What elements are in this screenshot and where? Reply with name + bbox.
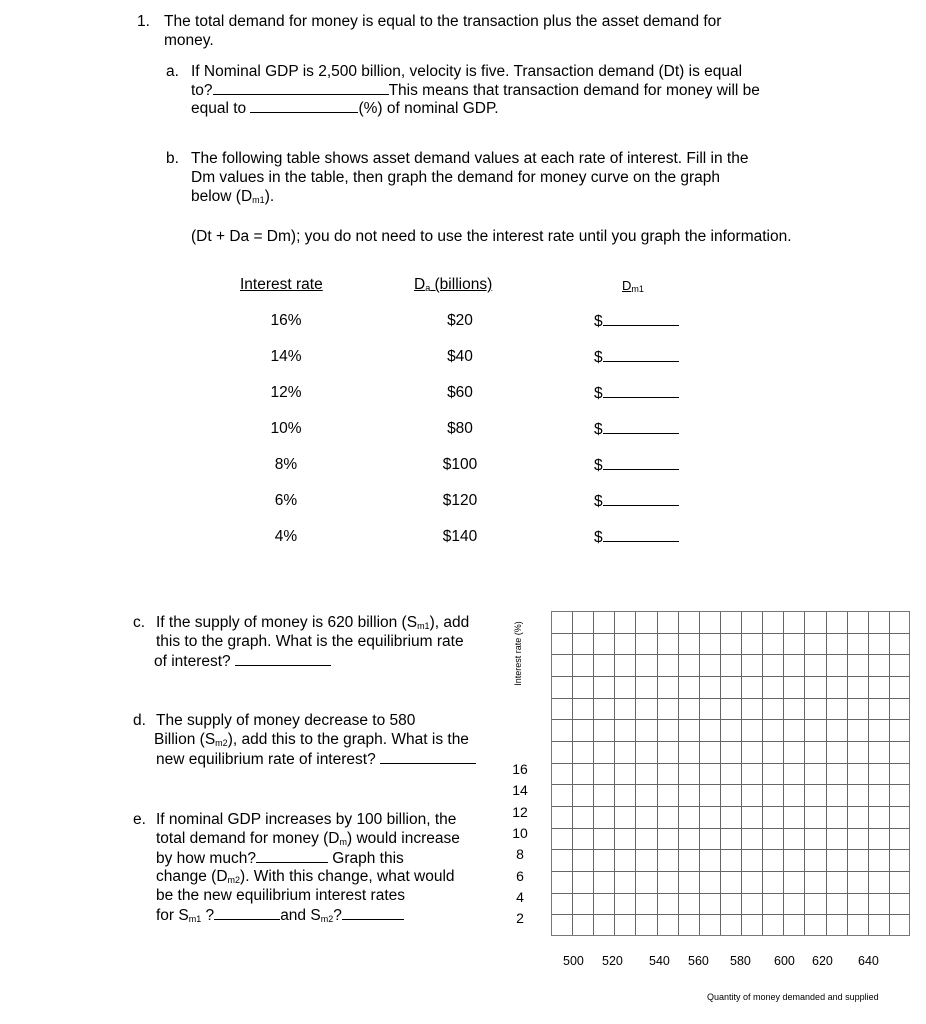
subscript: m1 <box>252 195 265 205</box>
da-cell: $60 <box>447 384 473 401</box>
dollar-sign: $ <box>594 313 603 330</box>
y-tick-label: 12 <box>512 803 528 820</box>
dollar-sign: $ <box>594 385 603 402</box>
grid-line-horizontal <box>552 806 909 807</box>
grid-line-vertical <box>804 612 805 935</box>
part-e-text: If nominal GDP increases by 100 billion, the <box>156 811 457 828</box>
rate-cell: 14% <box>270 348 302 365</box>
grid-line-vertical <box>635 612 636 935</box>
grid-line-vertical <box>868 612 869 935</box>
dm-cell <box>594 527 679 547</box>
text: by how much? <box>156 850 256 867</box>
text: below (D <box>191 188 253 205</box>
grid-line-vertical <box>783 612 784 935</box>
grid-line-vertical <box>741 612 742 935</box>
dm-cell <box>594 419 679 439</box>
question-number: 1. <box>137 13 150 30</box>
text: ), add <box>429 614 470 631</box>
subscript: m <box>339 837 348 847</box>
grid-line-horizontal <box>552 871 909 872</box>
dm-answer-blank[interactable] <box>603 455 679 470</box>
text: change (D <box>156 868 228 885</box>
dm-cell <box>594 347 679 367</box>
x-tick-label: 560 <box>688 954 709 968</box>
dollar-sign: $ <box>594 421 603 438</box>
text: This means that transaction demand for money will be <box>388 82 760 99</box>
dollar-sign: $ <box>594 529 603 546</box>
da-cell: $80 <box>447 420 473 437</box>
text: Billion (S <box>154 731 216 748</box>
text: If the supply of money is 620 billion (S <box>156 614 418 631</box>
y-tick-label: 8 <box>516 846 524 863</box>
rate-cell: 10% <box>270 420 302 437</box>
grid-line-vertical <box>572 612 573 935</box>
part-b-letter: b. <box>166 150 179 167</box>
grid-line-vertical <box>699 612 700 935</box>
x-tick-label: 580 <box>730 954 751 968</box>
dollar-sign: $ <box>594 349 603 366</box>
text: ). With this change, what would <box>240 868 455 885</box>
da-cell: $40 <box>447 348 473 365</box>
grid-line-horizontal <box>552 784 909 785</box>
text: Graph this <box>332 850 404 867</box>
part-e-text <box>156 905 404 929</box>
subscript: m1 <box>188 914 202 924</box>
question-text: The total demand for money is equal to the transaction plus the asset demand for <box>164 13 722 30</box>
grid-line-horizontal <box>552 828 909 829</box>
subscript: m2 <box>320 914 334 924</box>
text: ) would increase <box>347 830 460 847</box>
text: ? <box>333 907 342 924</box>
text: total demand for money (D <box>156 830 340 847</box>
grid-line-horizontal <box>552 698 909 699</box>
text: (%) of nominal GDP. <box>358 100 499 117</box>
y-tick-label: 16 <box>512 761 528 777</box>
dm-answer-blank[interactable] <box>603 419 679 434</box>
dm-answer-blank[interactable] <box>603 311 679 326</box>
answer-blank-e1[interactable] <box>256 848 328 863</box>
grid-line-horizontal <box>552 676 909 677</box>
part-a-text <box>191 80 760 100</box>
dollar-sign: $ <box>594 493 603 510</box>
text: ? <box>201 907 215 924</box>
text: for S <box>156 907 189 924</box>
grid-line-horizontal <box>552 763 909 764</box>
grid-line-horizontal <box>552 914 909 915</box>
rate-cell: 4% <box>274 528 298 545</box>
x-tick-label: 620 <box>812 954 833 968</box>
answer-blank-dt[interactable] <box>213 80 389 95</box>
grid-line-vertical <box>889 612 890 935</box>
part-a-letter: a. <box>166 63 179 80</box>
part-c-text <box>154 651 331 671</box>
graph-grid[interactable] <box>551 611 910 936</box>
grid-line-vertical <box>593 612 594 935</box>
dm-answer-blank[interactable] <box>603 383 679 398</box>
x-axis-label: Quantity of money demanded and supplied <box>707 992 879 1002</box>
subscript: m2 <box>215 738 228 748</box>
grid-line-horizontal <box>552 849 909 850</box>
x-tick-label: 500 <box>563 954 584 968</box>
subscript: m2 <box>227 875 241 885</box>
dm-cell <box>594 455 679 475</box>
y-tick-label: 2 <box>516 910 524 927</box>
part-a-text: If Nominal GDP is 2,500 billion, velocity is five. Transaction demand (Dt) is equal <box>191 63 743 80</box>
header-da: $D_a$ (billions) <box>414 276 493 293</box>
grid-line-vertical <box>657 612 658 935</box>
grid-line-horizontal <box>552 741 909 742</box>
part-d-text <box>156 749 476 769</box>
grid-line-horizontal <box>552 633 909 634</box>
y-tick-label: 6 <box>516 867 524 884</box>
grid-line-vertical <box>847 612 848 935</box>
dm-cell <box>594 311 679 331</box>
header-dm1: $D_{m1}$ <box>622 278 644 294</box>
da-cell: $120 <box>442 492 478 509</box>
grid-line-vertical <box>614 612 615 935</box>
subscript: m1 <box>417 621 430 631</box>
part-e-text: be the new equilibrium interest rates <box>156 887 405 904</box>
part-a-text <box>191 98 499 118</box>
grid-line-vertical <box>678 612 679 935</box>
rate-cell: 16% <box>270 312 302 329</box>
dm-answer-blank[interactable] <box>603 491 679 506</box>
y-tick-label: 14 <box>512 782 528 799</box>
answer-blank-e2[interactable] <box>214 905 280 920</box>
part-d-text: The supply of money decrease to 580 <box>156 712 416 729</box>
part-e-text <box>156 848 404 868</box>
grid-line-vertical <box>826 612 827 935</box>
part-c-text: this to the graph. What is the equilibrium rate <box>156 633 464 650</box>
question-text: money. <box>164 32 214 49</box>
grid-line-horizontal <box>552 654 909 655</box>
header-interest-rate: Interest rate <box>240 276 323 293</box>
text: and S <box>280 907 321 924</box>
dm-cell <box>594 491 679 511</box>
text: new equilibrium rate of interest? <box>156 751 376 768</box>
rate-cell: 6% <box>274 492 298 509</box>
text: to? <box>191 82 213 99</box>
y-tick-label: 4 <box>516 888 524 905</box>
rate-cell: 8% <box>274 456 298 473</box>
dollar-sign: $ <box>594 457 603 474</box>
x-tick-label: 520 <box>602 954 623 968</box>
text: ), add this to the graph. What is the <box>227 731 469 748</box>
x-tick-label: 600 <box>774 954 795 968</box>
text: equal to <box>191 100 247 117</box>
grid-line-vertical <box>720 612 721 935</box>
part-b-note: (Dt + Da = Dm); you do not need to use the interest rate until you graph the information. <box>191 228 792 245</box>
rate-cell: 12% <box>270 384 302 401</box>
da-cell: $100 <box>442 456 478 473</box>
part-b-text: The following table shows asset demand values at each rate of interest. Fill in the <box>191 150 749 167</box>
part-b-text <box>191 187 274 210</box>
dm-cell <box>594 383 679 403</box>
grid-line-horizontal <box>552 893 909 894</box>
text: ). <box>264 188 275 205</box>
part-d-letter: d. <box>133 712 146 729</box>
da-cell: $20 <box>447 312 473 329</box>
x-tick-label: 540 <box>649 954 670 968</box>
dm-answer-blank[interactable] <box>603 527 679 542</box>
x-tick-label: 640 <box>858 954 879 968</box>
answer-blank-d[interactable] <box>380 749 476 764</box>
text: of interest? <box>154 653 231 670</box>
answer-blank-percent[interactable] <box>250 98 358 113</box>
y-axis-label: Interest rate (%) <box>512 621 523 686</box>
dm-answer-blank[interactable] <box>603 347 679 362</box>
part-c-letter: c. <box>133 614 146 631</box>
part-b-text: Dm values in the table, then graph the demand for money curve on the graph <box>191 169 721 186</box>
y-tick-label: 10 <box>512 824 528 841</box>
grid-line-vertical <box>762 612 763 935</box>
part-e-letter: e. <box>133 811 146 828</box>
answer-blank-c[interactable] <box>235 651 331 666</box>
da-cell: $140 <box>442 528 478 545</box>
answer-blank-e3[interactable] <box>342 905 404 920</box>
grid-line-horizontal <box>552 719 909 720</box>
